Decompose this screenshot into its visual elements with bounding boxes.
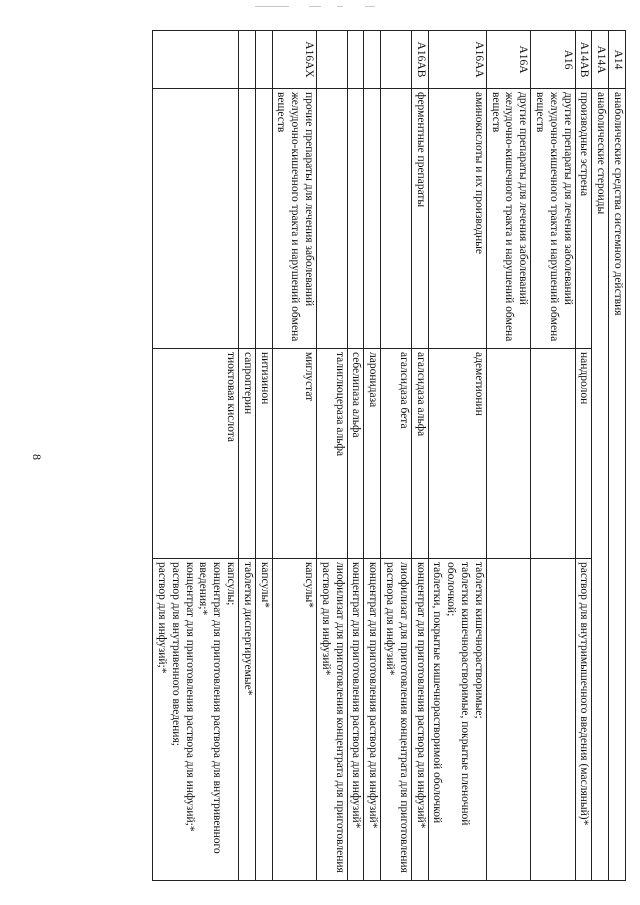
table-row — [272, 31, 316, 881]
table-row — [239, 31, 256, 881]
dosage-form-cell: капсулы* — [255, 559, 272, 881]
top-scan-marks — [255, 4, 395, 10]
atc-group-cell: анаболические стероиды — [592, 89, 609, 881]
atc-code-cell: A16AX — [272, 31, 316, 89]
table-row — [317, 31, 348, 881]
drug-name-cell: тиоктовая кислота — [153, 349, 239, 559]
table-row — [592, 31, 609, 881]
atc-group-cell: другие препараты для лечения заболеваний желудочно-кишечного тракта и нарушений обмена веществ — [486, 89, 530, 349]
table-row — [364, 31, 381, 881]
atc-group-cell: прочие препараты для лечения заболеваний желудочно-кишечного тракта и нарушений обмена веществ — [272, 89, 316, 349]
drug-name-cell — [486, 349, 530, 559]
atc-code-cell — [239, 31, 256, 89]
atc-group-cell: аминокислоты и их производные — [428, 89, 486, 349]
table-row — [609, 31, 626, 881]
atc-group-cell — [381, 89, 412, 349]
dosage-form-cell: таблетки кишечнорастворимые; таблетки кишечнорастворимые, покрытые пленочной оболочкой; таблетки, покрытые кишечнорастворимой оболочкой — [428, 559, 486, 881]
dosage-form-cell: лиофилизат для приготовления концентрата для приготовления раствора для инфузий* — [381, 559, 412, 881]
atc-code-cell — [317, 31, 348, 89]
dosage-form-cell — [531, 559, 575, 881]
atc-group-cell — [347, 89, 364, 349]
table-row — [428, 31, 486, 881]
atc-group-cell — [364, 89, 381, 349]
atc-group-cell — [255, 89, 272, 349]
table-row — [255, 31, 272, 881]
atc-group-cell — [317, 89, 348, 349]
drug-name-cell: себелипаза альфа — [347, 349, 364, 559]
table-row — [411, 31, 428, 881]
drug-name-cell: агалсидаза бета — [381, 349, 412, 559]
drug-name-cell: сапроптерин — [239, 349, 256, 559]
atc-group-cell — [153, 89, 239, 349]
drug-name-cell: миглустат — [272, 349, 316, 559]
atc-code-cell — [381, 31, 412, 89]
drug-name-cell: нандролон — [575, 349, 592, 559]
atc-group-cell: производные эстрена — [575, 89, 592, 349]
drug-name-cell: талиглюцераза альфа — [317, 349, 348, 559]
atc-code-cell: A16A — [486, 31, 530, 89]
table-row — [486, 31, 530, 881]
drug-name-cell: ларонидаза — [364, 349, 381, 559]
atc-group-cell: анаболические средства системного действия — [609, 89, 626, 881]
dosage-form-cell: концентрат для приготовления раствора для инфузий* — [347, 559, 364, 881]
atc-code-cell: A16AB — [411, 31, 428, 89]
table-row — [575, 31, 592, 881]
dosage-form-cell: раствор для внутримышечного введения (масляный)* — [575, 559, 592, 881]
rotated-table-page — [78, 30, 626, 880]
dosage-form-cell — [486, 559, 530, 881]
dosage-form-cell: капсулы* — [272, 559, 316, 881]
dosage-form-cell: капсулы; концентрат для приготовления раствора для внутривенного введения;* концентрат для приготовления раствора для инфузий;* раствор для внутривенного введения; раствор для инфузий;* — [153, 559, 239, 881]
page-number: 8 — [30, 454, 44, 460]
atc-code-cell: A14A — [592, 31, 609, 89]
dosage-form-cell: лиофилизат для приготовления концентрата для приготовления раствора для инфузий* — [317, 559, 348, 881]
atc-code-cell — [347, 31, 364, 89]
table-row — [381, 31, 412, 881]
drug-table — [152, 30, 626, 881]
atc-code-cell — [153, 31, 239, 89]
atc-code-cell: A16AA — [428, 31, 486, 89]
table-row — [153, 31, 239, 881]
dosage-form-cell: концентрат для приготовления раствора для инфузий* — [411, 559, 428, 881]
drug-name-cell — [531, 349, 575, 559]
atc-code-cell — [364, 31, 381, 89]
atc-code-cell: A14 — [609, 31, 626, 89]
atc-code-cell: A16 — [531, 31, 575, 89]
drug-name-cell: агалсидаза альфа — [411, 349, 428, 559]
atc-group-cell — [239, 89, 256, 349]
dosage-form-cell: концентрат для приготовления раствора для инфузий* — [364, 559, 381, 881]
drug-name-cell: адеметионин — [428, 349, 486, 559]
table-row — [347, 31, 364, 881]
atc-group-cell: другие препараты для лечения заболеваний желудочно-кишечного тракта и нарушений обмена веществ — [531, 89, 575, 349]
dosage-form-cell: таблетки диспергируемые* — [239, 559, 256, 881]
table-row — [531, 31, 575, 881]
atc-code-cell — [255, 31, 272, 89]
atc-group-cell: ферментные препараты — [411, 89, 428, 349]
atc-code-cell: A14AB — [575, 31, 592, 89]
drug-name-cell: нитизинон — [255, 349, 272, 559]
